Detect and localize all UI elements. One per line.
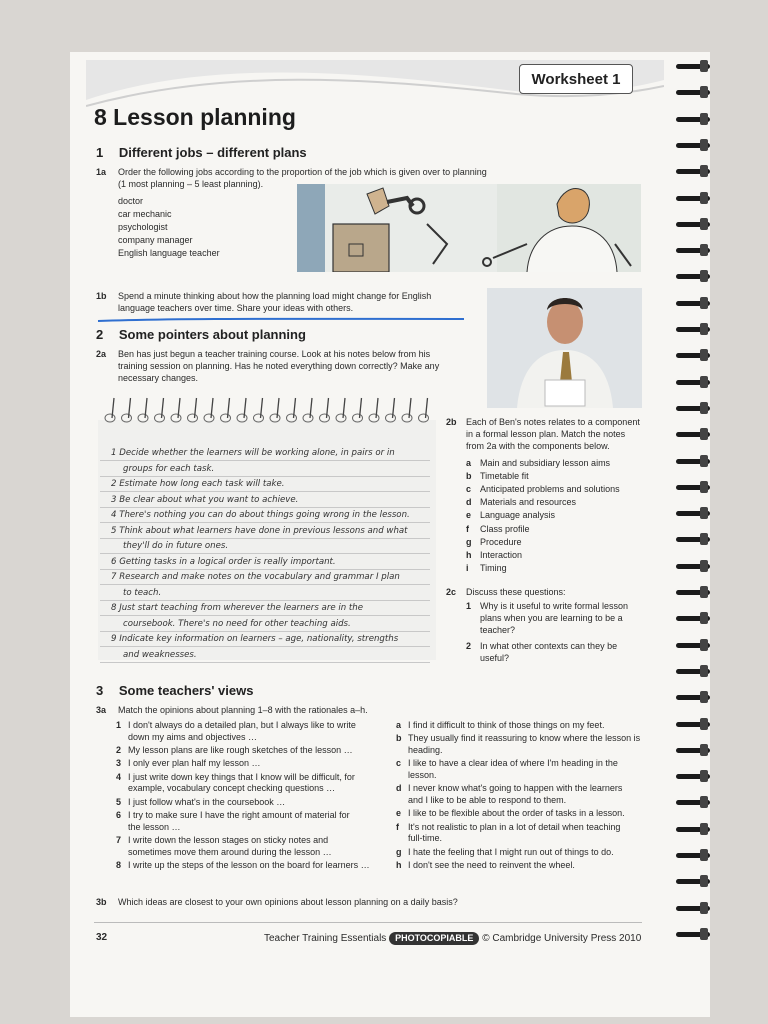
job-item: psychologist (118, 222, 168, 232)
notepad-rule (100, 662, 430, 663)
question-text: In what other contexts can they be (480, 641, 618, 651)
rationale-text: They usually find it reassuring to know where the lesson is (408, 733, 641, 744)
rationale-letter: f (396, 821, 399, 832)
rationale-text: I never know what's going to happen with the learners (408, 783, 623, 794)
book-title: Teacher Training Essentials (264, 933, 387, 944)
handwritten-note-line: 8 Just start teaching from wherever the learners are in the (111, 603, 364, 613)
handwritten-note-line: 6 Getting tasks in a logical order is really important. (111, 556, 336, 567)
copyright-text: © Cambridge University Press 2010 (482, 933, 642, 944)
opinion-text: I just follow what's in the coursebook … (128, 796, 286, 807)
opinion-text: I only ever plan half my lesson … (128, 758, 261, 769)
rationale-text: full-time. (408, 833, 443, 844)
component-label: Timetable fit (480, 471, 529, 482)
rationale-text: I like to be flexible about the order of tasks in a lesson. (408, 808, 625, 819)
instruction-text: Match the opinions about planning 1–8 with the rationales a–h. (118, 705, 368, 715)
notepad-rule (100, 553, 430, 554)
photocopiable-badge: PHOTOCOPIABLE (389, 932, 479, 945)
handwritten-note-line: 3 Be clear about what you want to achieve. (111, 494, 299, 505)
notepad-ring (171, 414, 181, 422)
opinion-text: sometimes move them around during the lesson … (128, 846, 332, 857)
spiral-ring (676, 535, 710, 545)
spiral-ring (676, 851, 710, 861)
component-label: Procedure (480, 536, 522, 547)
footer-credit (264, 932, 641, 946)
opinion-text: example, vocabulary concept checking questions … (128, 783, 336, 794)
opinion-text: the lesson … (128, 821, 181, 832)
footer-rule (94, 922, 642, 923)
spiral-ring (676, 167, 710, 177)
handwritten-note-line: 1 Decide whether the learners will be working alone, in pairs or in (111, 448, 395, 458)
spiral-ring (676, 115, 710, 125)
handwritten-note-line: groups for each task. (123, 463, 215, 474)
rationale-text: I hate the feeling that I might run out of things to do. (408, 846, 614, 857)
rationale-text: It's not realistic to plan in a lot of detail when teaching (408, 821, 621, 832)
spiral-ring (676, 62, 710, 72)
instruction-text: Discuss these questions: (466, 587, 566, 597)
notepad-ring (369, 414, 379, 422)
notepad-rule (100, 538, 430, 539)
notepad-rule (100, 631, 430, 632)
notepad-ring (138, 414, 148, 422)
rationale-letter: d (396, 783, 402, 794)
spiral-ring (676, 772, 710, 782)
section-number: 3 (96, 683, 104, 698)
job-item: company manager (118, 235, 193, 245)
notepad-ring (204, 414, 214, 422)
handwritten-note-line: 5 Think about what learners have done in previous lessons and what (111, 525, 408, 536)
item-number: 2b (446, 417, 457, 427)
notepad-rule (100, 569, 430, 570)
notepad-rule (100, 600, 430, 601)
section-title: Some pointers about planning (118, 327, 306, 342)
instruction-text: (1 most planning – 5 least planning). (118, 179, 264, 189)
opinion-number: 3 (116, 758, 122, 769)
notepad-ring (419, 414, 429, 422)
notepad-ring (221, 414, 231, 422)
spiral-ring (676, 562, 710, 572)
spiral-ring (676, 404, 710, 414)
spiral-ring (676, 351, 710, 361)
opinion-number: 5 (116, 796, 122, 807)
rationale-text: I find it difficult to think of those things on my feet. (408, 720, 605, 730)
section-number: 1 (96, 145, 104, 160)
spiral-ring (676, 509, 710, 519)
notepad-ring (287, 414, 297, 422)
page-title: 8 Lesson planning (94, 104, 296, 130)
instruction-text: language teachers over time. Share your ideas with others. (118, 303, 354, 313)
section-title: Different jobs – different plans (118, 145, 307, 160)
item-number: 3a (96, 705, 107, 715)
spiral-binding (676, 62, 712, 962)
worksheet-badge: Worksheet 1 (519, 64, 633, 94)
rationale-text: I don't see the need to reinvent the wheel. (408, 859, 575, 870)
opinion-number: 1 (116, 720, 122, 730)
section-number: 2 (96, 327, 104, 342)
notepad-ring (303, 414, 313, 422)
opinion-number: 7 (116, 834, 122, 845)
rationale-text: lesson. (408, 770, 437, 780)
section-3-heading (96, 683, 253, 698)
spiral-ring (676, 588, 710, 598)
component-letter: g (466, 536, 472, 547)
handwritten-note-line: they'll do in future ones. (123, 541, 229, 551)
spiral-ring (676, 325, 710, 335)
spiral-ring (676, 378, 710, 388)
spiral-ring (676, 246, 710, 256)
notepad-ring (105, 414, 115, 422)
spiral-ring (676, 641, 710, 651)
question-text: Why is it useful to write formal lesson (480, 601, 629, 611)
notepad-rule (100, 584, 430, 585)
instruction-text: Each of Ben's notes relates to a component (466, 417, 640, 427)
rationale-text: I like to have a clear idea of where I'm heading in the (408, 758, 618, 769)
opinion-text: My lesson plans are like rough sketches of the lesson … (128, 745, 353, 755)
rationale-letter: b (396, 733, 402, 744)
page-number: 32 (96, 932, 108, 943)
notepad-rule (100, 615, 430, 616)
instruction-text: training session on planning. Has he noted everything down correctly? Make any (118, 361, 440, 371)
question-text: useful? (480, 653, 510, 663)
question-text: teacher? (480, 625, 516, 635)
component-label: Language analysis (480, 510, 556, 521)
spiral-ring (676, 930, 710, 940)
spiral-ring (676, 693, 710, 703)
spiral-ring (676, 614, 710, 624)
instruction-text: necessary changes. (118, 373, 199, 383)
spiral-ring (676, 746, 710, 756)
jobs-illustration (297, 184, 641, 272)
spiral-ring (676, 720, 710, 730)
notepad-spiral-decoration (98, 394, 438, 428)
instruction-text: Ben has just begun a teacher training course. Look at his notes below from his (118, 349, 431, 359)
item-number: 2c (446, 587, 457, 597)
rationale-text: heading. (408, 745, 443, 755)
opinion-number: 6 (116, 809, 122, 820)
component-letter: e (466, 510, 472, 521)
notepad-ring (336, 414, 346, 422)
notepad-rule (100, 476, 430, 477)
section-title: Some teachers' views (118, 683, 254, 698)
spiral-ring (676, 141, 710, 151)
notepad-ring (320, 414, 330, 422)
item-number: 1b (96, 291, 107, 301)
notepad-rule (100, 646, 430, 647)
rationale-letter: g (396, 846, 402, 857)
handwritten-note-line: and weaknesses. (123, 649, 197, 660)
opinion-number: 4 (116, 771, 122, 782)
opinion-text: I write up the steps of the lesson on the board for learners … (128, 859, 370, 870)
spiral-ring (676, 904, 710, 914)
item-number: 2a (96, 349, 107, 359)
rationale-letter: a (396, 720, 402, 730)
notepad-ring (188, 414, 198, 422)
component-label: Anticipated problems and solutions (480, 484, 620, 495)
component-label: Timing (480, 562, 507, 573)
instruction-text: Which ideas are closest to your own opinions about lesson planning on a daily basis? (118, 897, 458, 907)
spiral-ring (676, 88, 710, 98)
notepad-ring (122, 414, 132, 422)
notepad-ring (386, 414, 396, 422)
notepad-rule (100, 491, 430, 492)
opinion-number: 2 (116, 745, 122, 755)
rationale-letter: e (396, 808, 402, 819)
opinion-text: I try to make sure I have the right amount of material for (128, 809, 350, 820)
rationale-letter: c (396, 758, 402, 769)
rationale-text: and I like to be able to respond to them. (408, 795, 567, 805)
spiral-ring (676, 457, 710, 467)
instruction-text: from 2a with the components below. (466, 441, 610, 451)
component-label: Main and subsidiary lesson aims (480, 458, 611, 468)
notepad-ring (254, 414, 264, 422)
component-label: Class profile (480, 523, 530, 534)
notepad-ring (353, 414, 363, 422)
opinion-number: 8 (116, 859, 122, 870)
instruction-text: Order the following jobs according to the proportion of the job which is given over to planning (118, 167, 487, 177)
opinion-text: down my aims and objectives … (128, 731, 258, 742)
opinion-text: I write down the lesson stages on sticky notes and (128, 834, 329, 845)
notepad-ring (270, 414, 280, 422)
notepad-rule (100, 460, 430, 461)
notepad-ring (402, 414, 412, 422)
spiral-ring (676, 798, 710, 808)
spiral-ring (676, 430, 710, 440)
question-text: plans when you are learning to be a (480, 613, 623, 623)
spiral-ring (676, 667, 710, 677)
opinion-text: I don't always do a detailed plan, but I always like to write (128, 720, 356, 730)
spiral-ring (676, 483, 710, 493)
notepad-rule (100, 507, 430, 508)
spiral-ring (676, 194, 710, 204)
notepad-ring (237, 414, 247, 422)
spiral-ring (676, 825, 710, 835)
question-number: 2 (466, 641, 472, 651)
handwritten-note-line: 9 Indicate key information on learners – age, nationality, strengths (111, 634, 399, 644)
component-letter: i (466, 562, 469, 573)
rationale-letter: h (396, 859, 402, 870)
notepad-rule (100, 522, 430, 523)
handwritten-note-line: to teach. (123, 587, 162, 598)
spiral-ring (676, 877, 710, 887)
handwritten-note-line: coursebook. There's no need for other teaching aids. (123, 618, 351, 629)
opinion-text: I just write down key things that I know will be difficult, for (128, 771, 355, 782)
component-letter: h (466, 549, 472, 560)
component-letter: c (466, 484, 472, 495)
section-1-heading (96, 145, 307, 160)
spiral-ring (676, 272, 710, 282)
instruction-text: in a formal lesson plan. Match the notes (466, 429, 626, 439)
teacher-photo (487, 288, 642, 408)
spiral-ring (676, 220, 710, 230)
job-item: doctor (118, 196, 144, 206)
component-label: Materials and resources (480, 497, 577, 508)
notepad-ring (155, 414, 165, 422)
component-letter: d (466, 497, 472, 508)
item-number: 1a (96, 167, 107, 177)
pen-underline-decoration (96, 317, 466, 323)
section-2-heading (96, 327, 306, 342)
component-letter: f (466, 523, 469, 534)
spiral-ring (676, 299, 710, 309)
component-letter: a (466, 458, 472, 468)
instruction-text: Spend a minute thinking about how the planning load might change for English (118, 291, 432, 301)
job-item: car mechanic (118, 209, 172, 219)
handwritten-note-line: 2 Estimate how long each task will take. (111, 479, 285, 489)
job-item: English language teacher (118, 248, 220, 258)
question-number: 1 (466, 601, 472, 611)
component-label: Interaction (480, 549, 523, 560)
component-letter: b (466, 471, 472, 482)
handwritten-note-line: 7 Research and make notes on the vocabulary and grammar I plan (111, 572, 400, 582)
handwritten-note-line: 4 There's nothing you can do about things going wrong in the lesson. (111, 510, 410, 520)
item-number: 3b (96, 897, 107, 907)
